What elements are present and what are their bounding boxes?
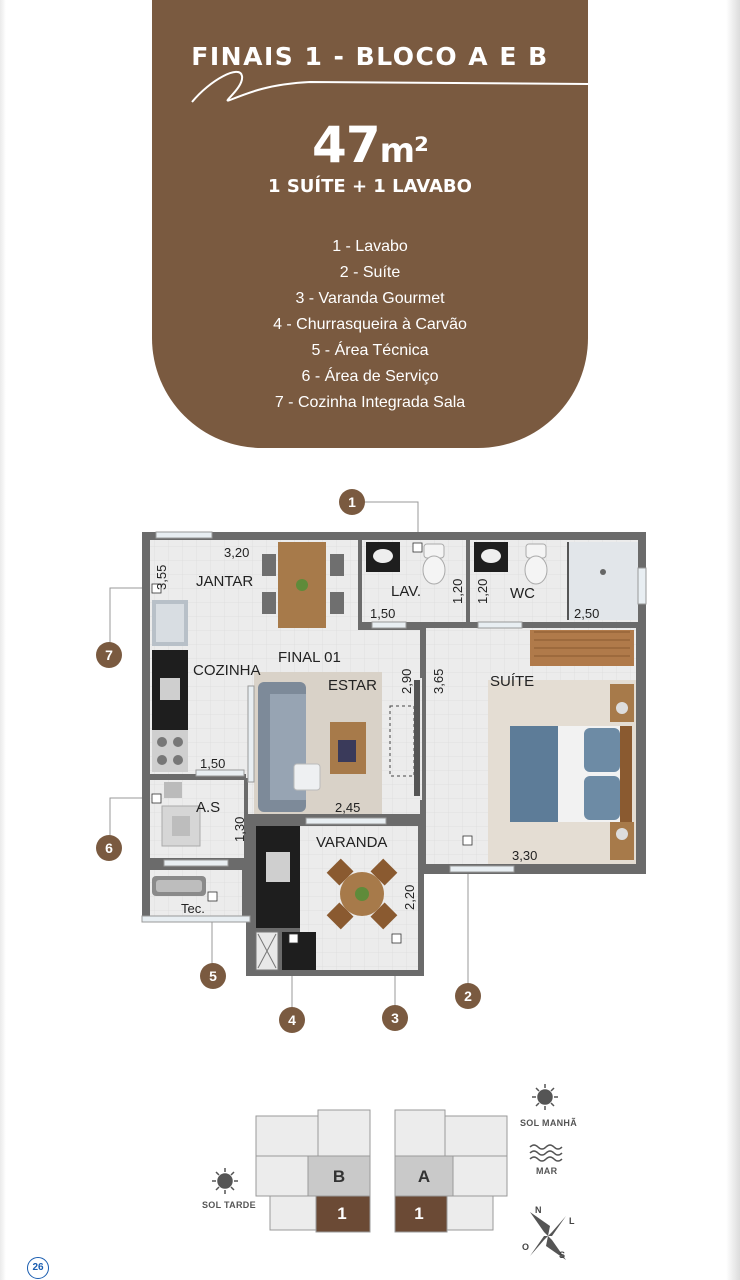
dim-120b: 1,20	[475, 578, 490, 604]
mar-label: MAR	[536, 1166, 558, 1176]
dim-220: 2,20	[402, 884, 417, 910]
swoosh-decoration	[190, 60, 590, 110]
floor-plan	[100, 480, 660, 1040]
room-label-as: A.S	[196, 799, 221, 816]
legend-item: 5 - Área Técnica	[311, 342, 429, 359]
room-label-tec: Tec.	[181, 901, 205, 916]
sol-tarde-label: SOL TARDE	[202, 1200, 256, 1210]
dim-290: 2,90	[399, 668, 414, 694]
header-title: FINAIS 1 - BLOCO A E B	[191, 42, 549, 71]
marker-badge: 5	[200, 963, 226, 989]
block-b-label: B	[332, 1167, 346, 1186]
unit-b-label: 1	[337, 1204, 347, 1223]
dim-150b: 1,50	[200, 756, 226, 771]
legend-item: 6 - Área de Serviço	[301, 368, 439, 385]
page-edge-right	[726, 0, 740, 1280]
dim-365: 3,65	[431, 668, 446, 694]
room-label-suite: SUÍTE	[490, 673, 535, 690]
room-label-estar: ESTAR	[328, 677, 377, 694]
dim-355: 3,55	[154, 564, 169, 590]
kitchen-counter	[152, 600, 188, 772]
suite-room	[426, 628, 636, 864]
room-label-jantar: JANTAR	[196, 573, 254, 590]
block-b-building	[256, 1110, 370, 1232]
room-label-wc: WC	[510, 585, 535, 602]
room-label-varanda: VARANDA	[316, 834, 388, 851]
room-label-final: FINAL 01	[278, 649, 341, 666]
legend-list	[152, 234, 588, 416]
dim-320: 3,20	[224, 545, 250, 560]
legend-item: 1 - Lavabo	[332, 238, 408, 255]
wc-room	[470, 540, 638, 622]
sea-waves-icon	[530, 1145, 562, 1161]
dim-120a: 1,20	[450, 578, 465, 604]
legend-item: 3 - Varanda Gourmet	[295, 290, 445, 307]
marker-badge: 4	[279, 1007, 305, 1033]
legend-item: 7 - Cozinha Integrada Sala	[274, 394, 466, 411]
sun-morning-icon	[532, 1084, 558, 1110]
unit-a-label: 1	[414, 1204, 424, 1223]
dim-330: 3,30	[512, 848, 538, 863]
dim-245: 2,45	[335, 800, 361, 815]
service-area	[150, 780, 244, 858]
header-card	[152, 0, 588, 448]
area-unit: m²	[379, 131, 428, 171]
block-a-building	[395, 1110, 507, 1232]
legend-item: 4 - Churrasqueira à Carvão	[273, 316, 467, 333]
marker-badge: 7	[96, 642, 122, 668]
marker-badge: 2	[455, 983, 481, 1009]
compass-n: N	[535, 1205, 542, 1215]
sun-afternoon-icon	[212, 1168, 238, 1194]
compass-s: S	[559, 1250, 566, 1260]
marker-badge: 3	[382, 1005, 408, 1031]
compass-o: O	[522, 1242, 530, 1252]
room-label-lav: LAV.	[391, 583, 422, 600]
dim-130: 1,30	[232, 816, 247, 842]
block-a-label: A	[417, 1167, 431, 1186]
page-number: 26	[27, 1257, 49, 1279]
room-label-cozinha: COZINHA	[193, 662, 261, 679]
marker-badge: 6	[96, 835, 122, 861]
sol-manha-label: SOL MANHÃ	[520, 1118, 578, 1128]
dim-250: 2,50	[574, 606, 600, 621]
dim-150a: 1,50	[370, 606, 396, 621]
page-edge-left	[0, 0, 6, 1280]
area-value: 47	[312, 116, 380, 174]
compass-l: L	[569, 1216, 575, 1226]
marker-badge: 1	[339, 489, 365, 515]
header-subtitle: 1 SUÍTE + 1 LAVABO	[268, 176, 472, 197]
area-heading	[152, 116, 588, 174]
legend-item: 2 - Suíte	[339, 264, 401, 281]
